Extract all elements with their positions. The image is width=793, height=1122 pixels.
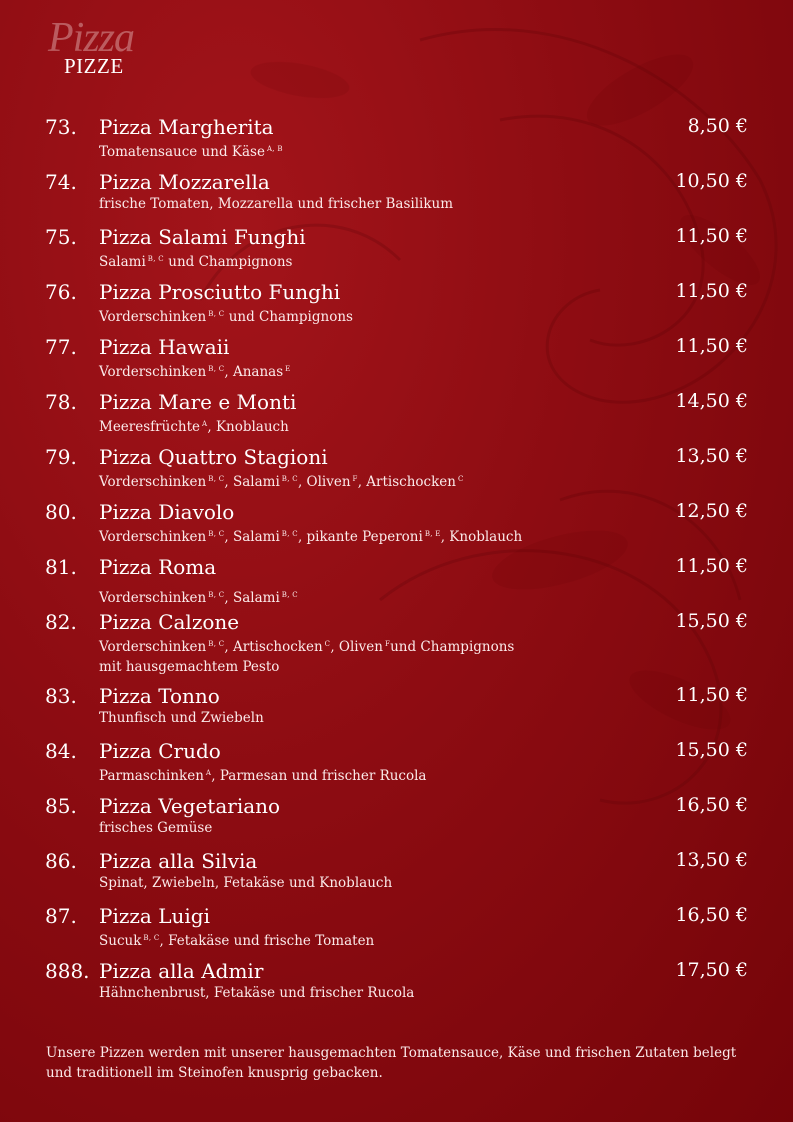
menu-item: [0, 791, 793, 846]
item-price: 11,50 €: [675, 684, 748, 706]
item-name: Pizza Hawaii: [99, 335, 230, 359]
item-name: Pizza alla Silvia: [99, 849, 258, 873]
description-text: , Fetakäse und frische Tomaten: [159, 933, 375, 949]
item-name: Pizza Tonno: [99, 684, 220, 708]
description-text: Salami: [99, 254, 146, 270]
description-text: , Artischocken: [224, 639, 323, 655]
item-number: 78.: [45, 390, 77, 414]
item-number: 83.: [45, 684, 77, 708]
description-text: , pikante Peperoni: [297, 529, 423, 545]
item-number: 85.: [45, 794, 77, 818]
item-description: [99, 194, 699, 214]
item-price: 11,50 €: [675, 225, 748, 247]
item-description: [99, 818, 699, 838]
menu-item: [0, 167, 793, 222]
description-text: , Oliven: [330, 639, 383, 655]
allergen-code: E: [285, 365, 291, 373]
pizza-menu-list: [0, 112, 793, 1011]
item-name: Pizza Mare e Monti: [99, 390, 297, 414]
item-name: Pizza Prosciutto Funghi: [99, 280, 341, 304]
description-text: , Salami: [224, 590, 280, 606]
allergen-code: B, C: [208, 591, 225, 599]
menu-item: [0, 956, 793, 1011]
description-text: , Knoblauch: [207, 419, 289, 435]
description-text: Sucuk: [99, 933, 142, 949]
item-number: 86.: [45, 849, 77, 873]
item-description: [99, 139, 699, 162]
description-text: Vorderschinken: [99, 529, 207, 545]
section-title: PIZZE: [64, 54, 124, 78]
description-text: Parmaschinken: [99, 768, 204, 784]
allergen-code: B, C: [281, 530, 298, 538]
item-number: 87.: [45, 904, 77, 928]
description-text: mit hausgemachtem Pesto: [99, 659, 280, 675]
item-name: Pizza Diavolo: [99, 500, 235, 524]
allergen-code: B, C: [147, 255, 164, 263]
menu-item: [0, 901, 793, 956]
item-price: 11,50 €: [675, 280, 748, 302]
menu-item: [0, 736, 793, 791]
pizza-script-logo: Pizza: [48, 15, 135, 61]
item-price: 16,50 €: [675, 904, 748, 926]
item-price: 15,50 €: [675, 739, 748, 761]
item-name: Pizza Calzone: [99, 610, 240, 634]
description-text: und Champignons: [224, 309, 353, 325]
item-number: 76.: [45, 280, 77, 304]
description-text: Vorderschinken: [99, 474, 207, 490]
allergen-code: B, C: [208, 475, 225, 483]
description-text: frische Tomaten, Mozzarella und frischer Basilikum: [99, 196, 454, 212]
item-name: Pizza Vegetariano: [99, 794, 281, 818]
item-description: [99, 304, 699, 327]
item-description: [99, 634, 699, 677]
allergen-code: B, C: [281, 591, 298, 599]
item-price: 13,50 €: [675, 445, 748, 467]
description-text: , Ananas: [224, 364, 284, 380]
description-text: Vorderschinken: [99, 639, 207, 655]
item-description: [99, 524, 699, 547]
menu-item: [0, 277, 793, 332]
allergen-code: B, C: [208, 640, 225, 648]
description-text: Vorderschinken: [99, 590, 207, 606]
item-description: [99, 585, 699, 608]
item-price: 14,50 €: [675, 390, 748, 412]
allergen-code: A: [205, 769, 212, 777]
item-description: [99, 983, 699, 1003]
description-text: Hähnchenbrust, Fetakäse und frischer Rucola: [99, 985, 415, 1001]
item-number: 81.: [45, 555, 77, 579]
item-name: Pizza Mozzarella: [99, 170, 270, 194]
item-name: Pizza Crudo: [99, 739, 221, 763]
menu-item: [0, 552, 793, 607]
menu-item: [0, 332, 793, 387]
description-text: , Salami: [224, 474, 280, 490]
allergen-code: B, E: [424, 530, 441, 538]
item-price: 16,50 €: [675, 794, 748, 816]
item-description: [99, 873, 699, 893]
menu-item: [0, 497, 793, 552]
allergen-code: B, C: [281, 475, 298, 483]
description-text: Spinat, Zwiebeln, Fetakäse und Knoblauch: [99, 875, 393, 891]
menu-item: [0, 607, 793, 681]
item-description: [99, 763, 699, 786]
menu-item: [0, 846, 793, 901]
description-text: Meeresfrüchte: [99, 419, 200, 435]
item-number: 80.: [45, 500, 77, 524]
footer-note: Unsere Pizzen werden mit unserer hausgemachten Tomatensauce, Käse und frischen Zutaten belegt und traditionell im Steinofen knusprig gebacken.: [46, 1045, 737, 1081]
allergen-code: A, B: [266, 145, 283, 153]
description-text: , Artischocken: [357, 474, 456, 490]
allergen-code: C: [457, 475, 464, 483]
allergen-code: F: [352, 475, 358, 483]
item-price: 8,50 €: [687, 115, 748, 137]
description-text: , Oliven: [297, 474, 351, 490]
item-price: 11,50 €: [675, 555, 748, 577]
menu-header: [44, 10, 184, 80]
item-name: Pizza Salami Funghi: [99, 225, 306, 249]
description-text: und Champignons: [163, 254, 293, 270]
allergen-code: B, C: [208, 365, 225, 373]
item-name: Pizza Luigi: [99, 904, 210, 928]
allergen-code: C: [324, 640, 331, 648]
item-price: 11,50 €: [675, 335, 748, 357]
item-number: 73.: [45, 115, 77, 139]
description-text: und Champignons: [390, 639, 515, 655]
item-description: [99, 249, 699, 272]
allergen-code: B, C: [143, 934, 160, 942]
item-description: [99, 469, 699, 492]
item-number: 75.: [45, 225, 77, 249]
menu-item: [0, 222, 793, 277]
item-number: 74.: [45, 170, 77, 194]
description-text: Tomatensauce und Käse: [99, 144, 265, 160]
description-text: frisches Gemüse: [99, 820, 213, 836]
item-number: 79.: [45, 445, 77, 469]
item-description: [99, 708, 699, 728]
menu-item: [0, 681, 793, 736]
item-price: 13,50 €: [675, 849, 748, 871]
item-price: 12,50 €: [675, 500, 748, 522]
allergen-code: F: [384, 640, 391, 648]
menu-item: [0, 387, 793, 442]
description-text: , Salami: [224, 529, 280, 545]
item-price: 17,50 €: [675, 959, 748, 981]
description-text: Vorderschinken: [99, 364, 207, 380]
description-text: Vorderschinken: [99, 309, 207, 325]
item-description: [99, 414, 699, 437]
allergen-code: B, C: [208, 530, 225, 538]
menu-item: [0, 442, 793, 497]
item-name: Pizza Quattro Stagioni: [99, 445, 328, 469]
item-description: [99, 928, 699, 951]
allergen-code: B, C: [208, 310, 225, 318]
item-number: 77.: [45, 335, 77, 359]
allergen-code: A: [202, 420, 208, 428]
item-number: 82.: [45, 610, 77, 634]
item-number: 888.: [45, 959, 90, 983]
item-price: 15,50 €: [675, 610, 748, 632]
description-text: Thunfisch und Zwiebeln: [99, 710, 264, 726]
description-text: , Knoblauch: [440, 529, 523, 545]
item-name: Pizza Roma: [99, 555, 217, 579]
item-number: 84.: [45, 739, 77, 763]
item-description: [99, 359, 699, 382]
description-text: , Parmesan und frischer Rucola: [211, 768, 427, 784]
item-name: Pizza alla Admir: [99, 959, 264, 983]
item-price: 10,50 €: [675, 170, 748, 192]
menu-item: [0, 112, 793, 167]
item-name: Pizza Margherita: [99, 115, 274, 139]
